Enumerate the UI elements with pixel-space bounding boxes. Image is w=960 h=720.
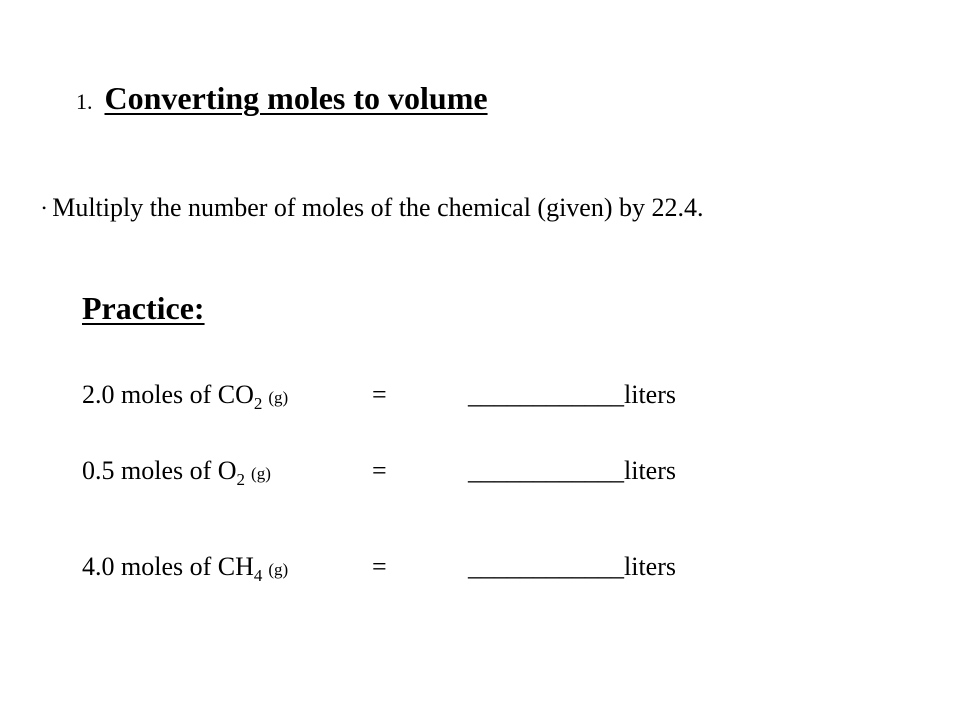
- formula-text: 2.0 moles of CO: [82, 380, 254, 409]
- practice-title: Practice:: [82, 290, 205, 326]
- formula-subscript: 2: [253, 394, 263, 413]
- formula-subscript: 4: [253, 566, 263, 585]
- bullet-marker: •: [42, 200, 47, 215]
- equals-sign: =: [372, 456, 387, 485]
- state-label: (g): [251, 464, 271, 483]
- unit-label: liters: [624, 380, 676, 409]
- equals-sign: =: [372, 552, 387, 581]
- unit-label: liters: [624, 456, 676, 485]
- formula-text: 4.0 moles of CH: [82, 552, 254, 581]
- state-label: (g): [268, 388, 289, 407]
- answer-blank: ____________: [468, 380, 624, 409]
- problem-formula: [82, 380, 372, 413]
- practice-problem-1: [82, 380, 676, 413]
- instruction-bullet: [42, 193, 704, 223]
- equals-sign: =: [372, 380, 387, 409]
- answer-blank: ____________: [468, 456, 624, 485]
- problem-formula: [82, 552, 372, 585]
- section-heading: [76, 80, 488, 117]
- section-number: 1.: [76, 89, 93, 114]
- state-label: (g): [268, 560, 289, 579]
- instruction-text: Multiply the number of moles of the chemical (given) by 22.4.: [52, 193, 704, 222]
- section-title: Converting moles to volume: [104, 80, 488, 116]
- problem-formula: [82, 456, 372, 489]
- formula-subscript: 2: [236, 470, 246, 489]
- practice-problem-3: [82, 552, 676, 585]
- practice-problem-2: [82, 456, 676, 489]
- unit-label: liters: [624, 552, 676, 581]
- answer-blank: ____________: [468, 552, 624, 581]
- formula-text: 0.5 moles of O: [82, 456, 237, 485]
